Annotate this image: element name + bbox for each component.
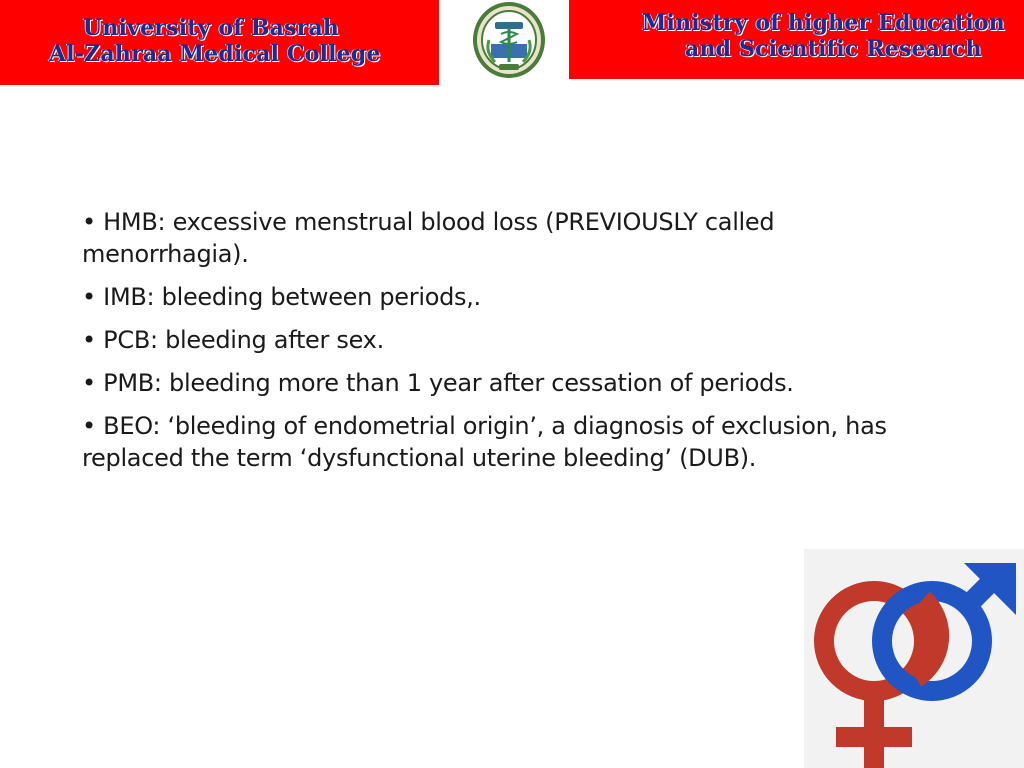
male-symbol-icon bbox=[882, 563, 1016, 691]
bullet-pmb: • PMB: bleeding more than 1 year after cessation of periods. bbox=[82, 369, 794, 397]
bullet-pcb: • PCB: bleeding after sex. bbox=[82, 326, 384, 354]
header-right-banner bbox=[569, 0, 1024, 79]
ministry-name-line1: Ministry of higher Education bbox=[642, 10, 1006, 36]
college-name: Al-Zahraa Medical College bbox=[49, 41, 381, 67]
header-left-banner bbox=[0, 0, 439, 85]
bullet-list bbox=[82, 206, 942, 485]
university-name: University of Basrah bbox=[83, 15, 340, 41]
bullet-beo: • BEO: ‘bleeding of endometrial origin’, a diagnosis of exclusion, has replaced the term ‘dysfunctional uterine bleeding’ (DUB). bbox=[82, 412, 887, 472]
bullet-hmb: • HMB: excessive menstrual blood loss (PREVIOUSLY called menorrhagia). bbox=[82, 208, 775, 268]
gender-symbols-icon bbox=[804, 549, 1024, 768]
college-seal-icon bbox=[471, 0, 547, 80]
bullet-imb: • IMB: bleeding between periods,. bbox=[82, 283, 481, 311]
ministry-name-line2: and Scientific Research bbox=[685, 36, 982, 62]
